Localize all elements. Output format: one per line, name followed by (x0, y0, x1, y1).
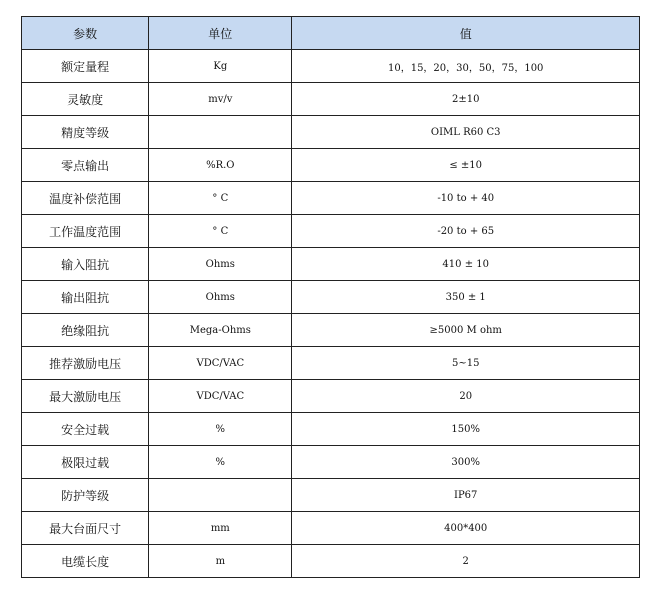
table-row (22, 281, 640, 314)
value-cell: 150% (292, 413, 640, 446)
value-cell: IP67 (292, 479, 640, 512)
table-row (22, 83, 640, 116)
unit-cell: % (149, 446, 292, 479)
value-cell: 400*400 (292, 512, 640, 545)
header-param: 参数 (22, 17, 149, 50)
param-cell: 安全过载 (22, 413, 149, 446)
unit-cell: m (149, 545, 292, 578)
value-cell: 410 ± 10 (292, 248, 640, 281)
header-unit: 单位 (149, 17, 292, 50)
table-row (22, 314, 640, 347)
spec-table (21, 16, 640, 578)
unit-cell: mm (149, 512, 292, 545)
value-cell: 5~15 (292, 347, 640, 380)
unit-cell (149, 116, 292, 149)
param-cell: 输出阻抗 (22, 281, 149, 314)
table-row (22, 413, 640, 446)
unit-cell (149, 479, 292, 512)
table-row (22, 479, 640, 512)
value-cell: -10 to + 40 (292, 182, 640, 215)
value-cell: 20 (292, 380, 640, 413)
unit-cell: Mega-Ohms (149, 314, 292, 347)
param-cell: 推荐激励电压 (22, 347, 149, 380)
param-cell: 最大激励电压 (22, 380, 149, 413)
value-cell: 300% (292, 446, 640, 479)
table-row (22, 50, 640, 83)
unit-cell: VDC/VAC (149, 347, 292, 380)
param-cell: 工作温度范围 (22, 215, 149, 248)
table-header-row (22, 17, 640, 50)
unit-cell: Ohms (149, 281, 292, 314)
param-cell: 电缆长度 (22, 545, 149, 578)
param-cell: 防护等级 (22, 479, 149, 512)
unit-cell: % (149, 413, 292, 446)
table-body (22, 50, 640, 578)
table-row (22, 116, 640, 149)
unit-cell: Ohms (149, 248, 292, 281)
value-cell: 350 ± 1 (292, 281, 640, 314)
value-cell: 2 (292, 545, 640, 578)
param-cell: 绝缘阻抗 (22, 314, 149, 347)
table-row (22, 248, 640, 281)
param-cell: 极限过载 (22, 446, 149, 479)
header-value: 值 (292, 17, 640, 50)
value-cell: 10，15，20，30，50，75，100 (292, 50, 640, 83)
unit-cell: ° C (149, 215, 292, 248)
unit-cell: %R.O (149, 149, 292, 182)
param-cell: 最大台面尺寸 (22, 512, 149, 545)
param-cell: 零点输出 (22, 149, 149, 182)
param-cell: 额定量程 (22, 50, 149, 83)
table-row (22, 380, 640, 413)
value-cell: ≥5000 M ohm (292, 314, 640, 347)
table-row (22, 512, 640, 545)
table-row (22, 182, 640, 215)
value-cell: 2±10 (292, 83, 640, 116)
value-cell: OIML R60 C3 (292, 116, 640, 149)
table-row (22, 149, 640, 182)
value-cell: -20 to + 65 (292, 215, 640, 248)
table-row (22, 215, 640, 248)
param-cell: 输入阻抗 (22, 248, 149, 281)
unit-cell: VDC/VAC (149, 380, 292, 413)
unit-cell: Kg (149, 50, 292, 83)
value-cell: ≤ ±10 (292, 149, 640, 182)
unit-cell: mv/v (149, 83, 292, 116)
param-cell: 灵敏度 (22, 83, 149, 116)
table-row (22, 545, 640, 578)
unit-cell: ° C (149, 182, 292, 215)
table-row (22, 347, 640, 380)
table-row (22, 446, 640, 479)
param-cell: 温度补偿范围 (22, 182, 149, 215)
param-cell: 精度等级 (22, 116, 149, 149)
